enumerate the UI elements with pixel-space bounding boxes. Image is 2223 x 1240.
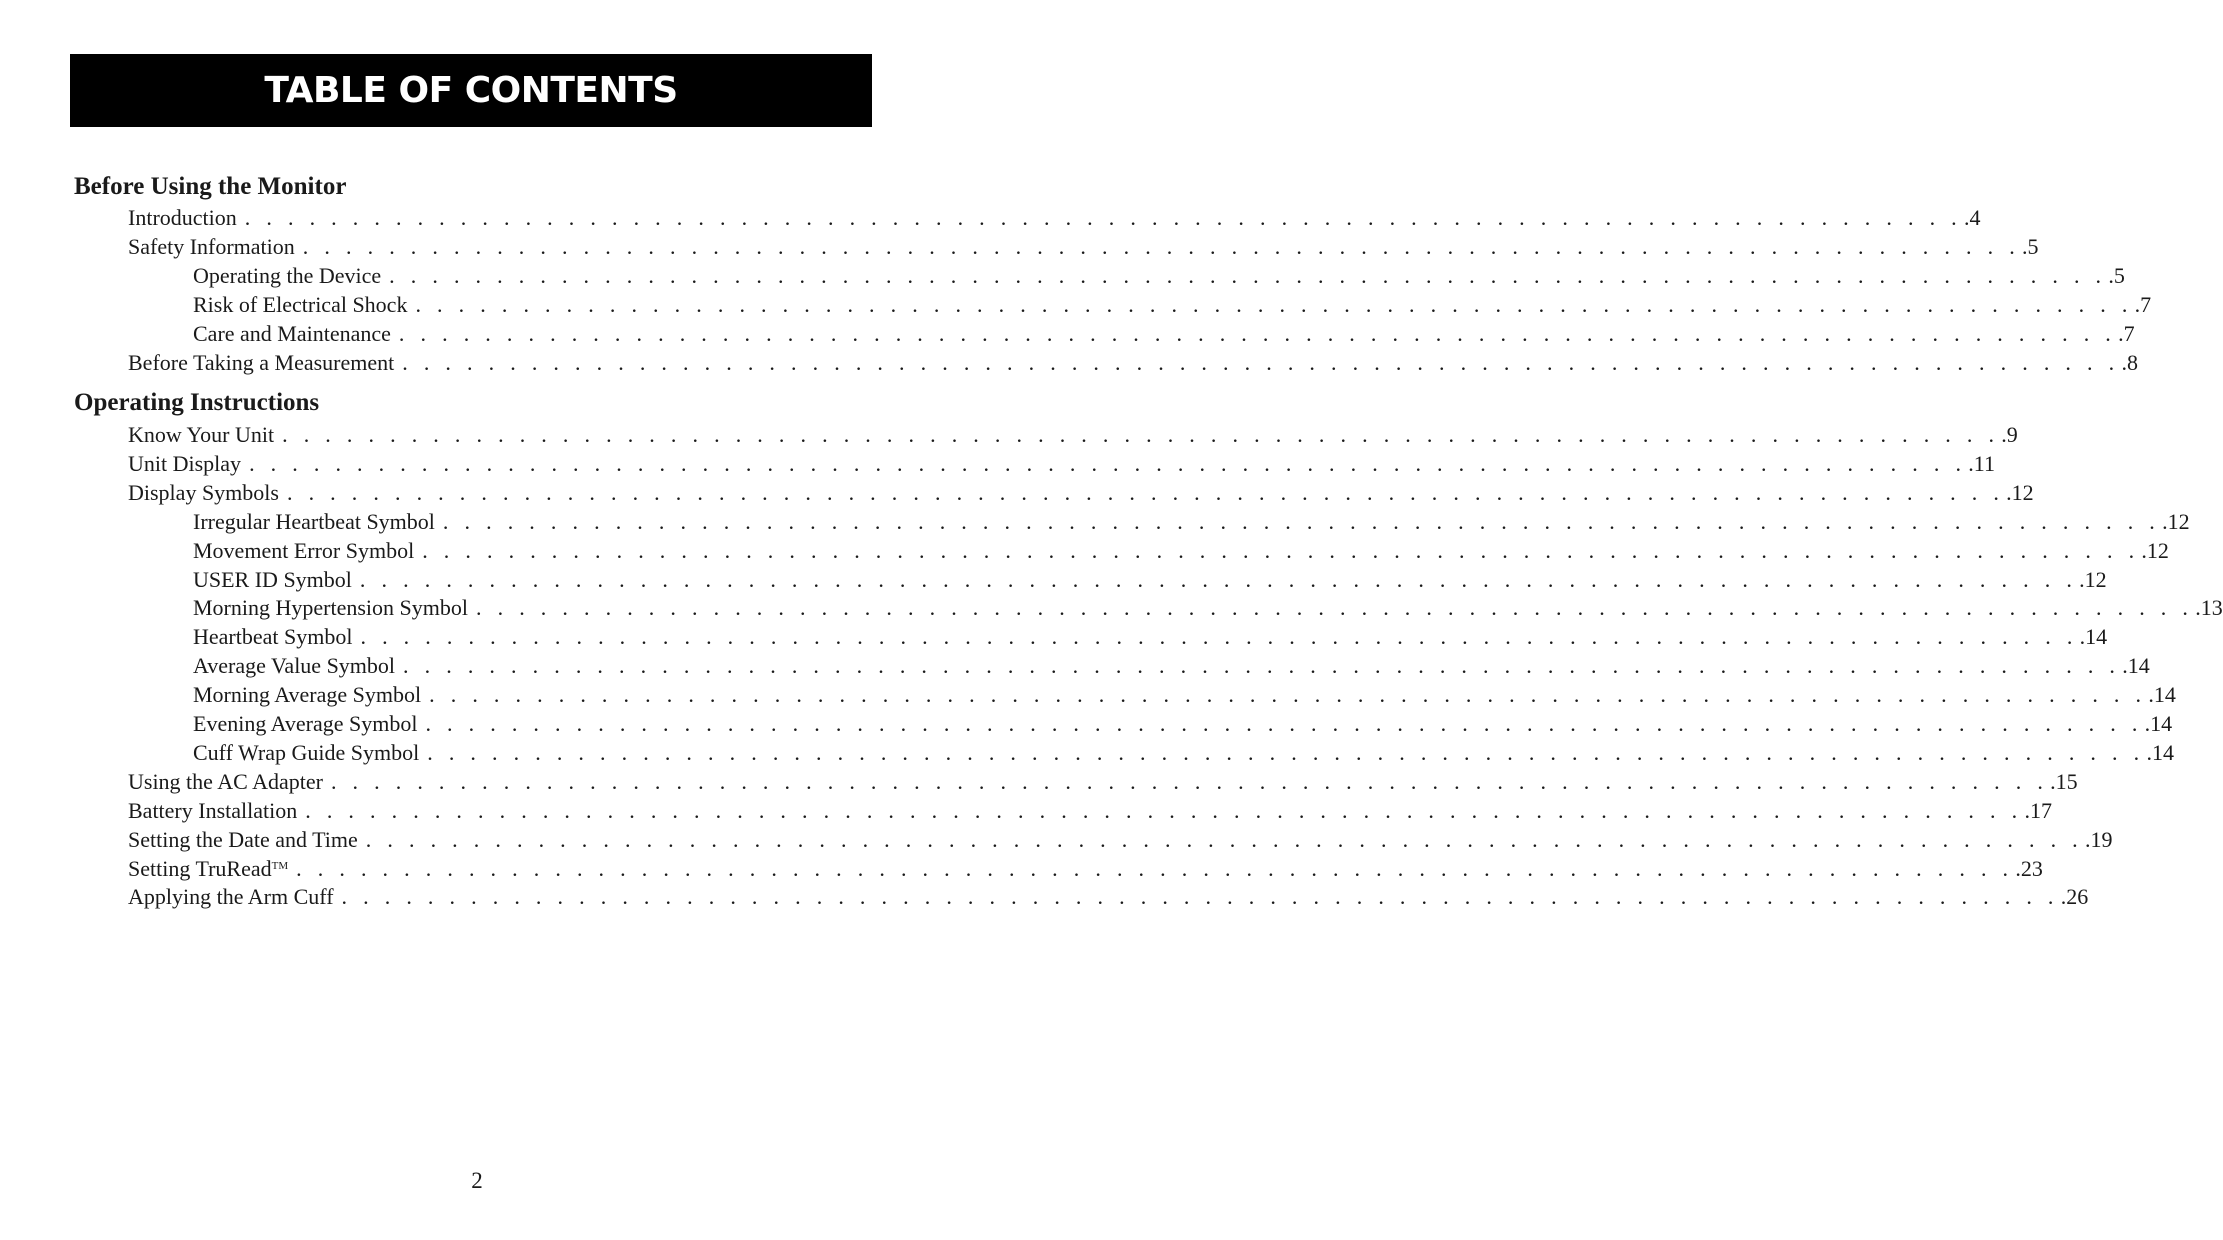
toc-entry-page: .17 bbox=[2024, 797, 2052, 823]
toc-entry-label bbox=[193, 319, 391, 348]
toc-entry-label-text: Morning Average Symbol bbox=[193, 682, 422, 708]
toc-entry-page: .19 bbox=[2084, 826, 2113, 852]
toc-entry[interactable] bbox=[193, 290, 2152, 319]
toc-entry-label-text: Cuff Wrap Guide Symbol bbox=[193, 739, 420, 765]
toc-entry-label bbox=[193, 622, 352, 651]
toc-entry-label bbox=[128, 825, 358, 854]
toc-entry-label bbox=[193, 680, 421, 709]
toc-entry-label bbox=[128, 420, 274, 449]
toc-entry-label bbox=[128, 767, 323, 796]
toc-entry-label-text: Know Your Unit bbox=[128, 422, 275, 447]
dot-leader: . . . . . . . . . . . . . . . . . . . . . . . . . . . . . . . . . . . . . . . . . . . . . . . . . . . . . . . . . . . . . . . . . . . . . . . . . . . . . . . . bbox=[415, 291, 2133, 317]
dot-leader: . . . . . . . . . . . . . . . . . . . . . . . . . . . . . . . . . . . . . . . . . . . . . . . . . . . . . . . . . . . . . . . . . . . . . . . . . . . . . . . . bbox=[305, 797, 2023, 823]
toc-entry-label-text: Using the AC Adapter bbox=[128, 768, 323, 794]
toc-entry-label bbox=[128, 232, 295, 261]
dot-leader: . . . . . . . . . . . . . . . . . . . . . . . . . . . . . . . . . . . . . . . . . . . . . . . . . . . . . . . . . . . . . . . . . . . . . . . . . . . . . . . . bbox=[360, 624, 2078, 650]
dot-leader: . . . . . . . . . . . . . . . . . . . . . . . . . . . . . . . . . . . . . . . . . . . . . . . . . . . . . . . . . . . . . . . . . . . . . . . . . . . . . . . . bbox=[286, 479, 2005, 505]
toc-entry-page: .14 bbox=[2148, 682, 2176, 708]
section-heading: Operating Instructions bbox=[74, 389, 320, 416]
toc-entry-page: .14 bbox=[2122, 653, 2150, 679]
toc-entry-label bbox=[193, 565, 352, 594]
toc-entry[interactable] bbox=[193, 680, 2176, 709]
toc-entry[interactable] bbox=[128, 796, 2052, 825]
toc-entry-label-text: Introduction bbox=[128, 205, 237, 230]
toc-entry-page: .15 bbox=[2050, 768, 2078, 794]
toc-entry[interactable] bbox=[128, 478, 2034, 507]
toc-entry[interactable] bbox=[193, 536, 2169, 565]
toc-entry-label bbox=[128, 203, 237, 232]
dot-leader: . . . . . . . . . . . . . . . . . . . . . . . . . . . . . . . . . . . . . . . . . . . . . . . . . . . . . . . . . . . . . . . . . . . . . . . . . . . . . . . . bbox=[476, 595, 2194, 621]
toc-entry-label bbox=[128, 478, 279, 507]
dot-leader: . . . . . . . . . . . . . . . . . . . . . . . . . . . . . . . . . . . . . . . . . . . . . . . . . . . . . . . . . . . . . . . . . . . . . . . . . . . . . . . . bbox=[282, 422, 2000, 447]
toc-entry-page: .7 bbox=[2134, 291, 2152, 317]
dot-leader: . . . . . . . . . . . . . . . . . . . . . . . . . . . . . . . . . . . . . . . . . . . . . . . . . . . . . . . . . . . . . . . . . . . . . . . . . . . . . . . . bbox=[427, 739, 2145, 765]
dot-leader: . . . . . . . . . . . . . . . . . . . . . . . . . . . . . . . . . . . . . . . . . . . . . . . . . . . . . . . . . . . . . . . . . . . . . . . . . . . . . . . . bbox=[425, 711, 2143, 736]
toc-entry-page: .12 bbox=[2141, 537, 2169, 563]
toc-entry-label-text: Average Value Symbol bbox=[193, 653, 396, 679]
toc-entry-label bbox=[193, 709, 417, 738]
dot-leader: . . . . . . . . . . . . . . . . . . . . . . . . . . . . . . . . . . . . . . . . . . . . . . . . . . . . . . . . . . . . . . . . . . . . . . . . . . . . . . . . bbox=[429, 682, 2147, 708]
section-heading: Before Using the Monitor bbox=[74, 173, 347, 200]
dot-leader: . . . . . . . . . . . . . . . . . . . . . . . . . . . . . . . . . . . . . . . . . . . . . . . . . . . . . . . . . . . . . . . . . . . . . . . . . . . . . . . . bbox=[302, 233, 2020, 259]
toc-entry[interactable] bbox=[128, 420, 2018, 449]
toc-entry-page: .7 bbox=[2118, 320, 2135, 346]
dot-leader: . . . . . . . . . . . . . . . . . . . . . . . . . . . . . . . . . . . . . . . . . . . . . . . . . . . . . . . . . . . . . . . . . . . . . . . . . . . . . . . . bbox=[359, 566, 2078, 592]
toc-entry[interactable] bbox=[193, 738, 2174, 767]
toc-entry[interactable] bbox=[193, 261, 2125, 290]
dot-leader: . . . . . . . . . . . . . . . . . . . . . . . . . . . . . . . . . . . . . . . . . . . . . . . . . . . . . . . . . . . . . . . . . . . . . . . . . . . . . . . . bbox=[365, 826, 2083, 852]
toc-entry-label bbox=[193, 536, 414, 565]
toc-entry[interactable] bbox=[128, 449, 1995, 478]
title-banner bbox=[70, 54, 872, 127]
toc-entry[interactable] bbox=[128, 882, 2089, 911]
toc-entry-label bbox=[128, 796, 297, 825]
toc-entry-page: .23 bbox=[2015, 855, 2043, 881]
toc-entry[interactable] bbox=[193, 319, 2135, 348]
toc-entry-label-text: Irregular Heartbeat Symbol bbox=[193, 508, 435, 534]
dot-leader: . . . . . . . . . . . . . . . . . . . . . . . . . . . . . . . . . . . . . . . . . . . . . . . . . . . . . . . . . . . . . . . . . . . . . . . . . . . . . . . . bbox=[403, 653, 2121, 679]
toc-entry-label bbox=[193, 290, 407, 319]
toc-entry-page: .4 bbox=[1963, 205, 1981, 230]
toc-entry-label bbox=[128, 882, 334, 911]
dot-leader: . . . . . . . . . . . . . . . . . . . . . . . . . . . . . . . . . . . . . . . . . . . . . . . . . . . . . . . . . . . . . . . . . . . . . . . . . . . . . . . . bbox=[341, 884, 2059, 910]
toc-entry-page: .5 bbox=[2108, 262, 2125, 288]
dot-leader: . . . . . . . . . . . . . . . . . . . . . . . . . . . . . . . . . . . . . . . . . . . . . . . . . . . . . . . . . . . . . . . . . . . . . . . . . . . . . . . . bbox=[398, 320, 2117, 346]
toc-entry-page: .12 bbox=[2079, 566, 2107, 592]
toc-entry-page: .12 bbox=[2162, 508, 2190, 534]
dot-leader: . . . . . . . . . . . . . . . . . . . . . . . . . . . . . . . . . . . . . . . . . . . . . . . . . . . . . . . . . . . . . . . . . . . . . . . . . . . . . . . . bbox=[296, 855, 2014, 881]
toc-entry-label-text: Battery Installation bbox=[128, 797, 298, 823]
page-number: 2 bbox=[471, 1168, 483, 1193]
toc-entry-page: .14 bbox=[2146, 739, 2174, 765]
toc-entry-label bbox=[128, 449, 241, 478]
toc-entry-label-text: USER ID Symbol bbox=[193, 566, 352, 592]
toc-entry-page: .14 bbox=[2144, 711, 2173, 736]
toc-entry[interactable] bbox=[128, 825, 2113, 854]
toc-entry[interactable] bbox=[193, 593, 2223, 622]
toc-entry-label bbox=[128, 854, 288, 883]
toc-entry[interactable] bbox=[128, 203, 1981, 232]
toc-entry-label-text: Safety Information bbox=[128, 233, 295, 259]
toc-entry[interactable] bbox=[128, 854, 2043, 883]
toc-entry-label-text: Movement Error Symbol bbox=[193, 537, 415, 563]
toc-entry[interactable] bbox=[193, 709, 2173, 738]
toc-entry-page: .8 bbox=[2121, 349, 2138, 375]
toc-entry-label-text: Before Taking a Measurement bbox=[128, 349, 395, 375]
toc-entry-label-text: Evening Average Symbol bbox=[193, 711, 418, 736]
toc-entry[interactable] bbox=[128, 232, 2039, 261]
toc-entry-label-text: Morning Hypertension Symbol bbox=[193, 595, 468, 621]
toc-entry-label-text: Setting the Date and Time bbox=[128, 826, 358, 852]
toc-entry[interactable] bbox=[193, 565, 2107, 594]
toc-entry[interactable] bbox=[128, 348, 2138, 377]
toc-entry-label bbox=[193, 738, 419, 767]
toc-entry-label bbox=[128, 348, 394, 377]
dot-leader: . . . . . . . . . . . . . . . . . . . . . . . . . . . . . . . . . . . . . . . . . . . . . . . . . . . . . . . . . . . . . . . . . . . . . . . . . . . . . . . . bbox=[402, 349, 2120, 375]
toc-entry-page: .5 bbox=[2022, 233, 2039, 259]
dot-leader: . . . . . . . . . . . . . . . . . . . . . . . . . . . . . . . . . . . . . . . . . . . . . . . . . . . . . . . . . . . . . . . . . . . . . . . . . . . . . . . . bbox=[442, 508, 2161, 534]
trademark-mark: TM bbox=[271, 859, 289, 872]
toc-entry-page: .14 bbox=[2079, 624, 2108, 650]
toc-entry-page: .13 bbox=[2195, 595, 2223, 621]
toc-entry-label-text: Setting TruRead bbox=[128, 855, 272, 881]
toc-entry-label-text: Operating the Device bbox=[193, 262, 382, 288]
toc-entry-label-text: Applying the Arm Cuff bbox=[128, 884, 334, 910]
toc-entry-label-text: Heartbeat Symbol bbox=[193, 624, 353, 650]
toc-entry-page: .12 bbox=[2006, 479, 2034, 505]
dot-leader: . . . . . . . . . . . . . . . . . . . . . . . . . . . . . . . . . . . . . . . . . . . . . . . . . . . . . . . . . . . . . . . . . . . . . . . . . . . . . . . . bbox=[389, 262, 2107, 288]
page-title: TABLE OF CONTENTS bbox=[264, 70, 678, 111]
toc-entry-page: .11 bbox=[1968, 450, 1995, 476]
toc-entry-label bbox=[193, 507, 435, 536]
dot-leader: . . . . . . . . . . . . . . . . . . . . . . . . . . . . . . . . . . . . . . . . . . . . . . . . . . . . . . . . . . . . . . . . . . . . . . . . . . . . . . . . bbox=[244, 205, 1962, 230]
toc-entry-label bbox=[193, 593, 468, 622]
toc-entry[interactable] bbox=[193, 507, 2190, 536]
toc-entry-label-text: Care and Maintenance bbox=[193, 320, 391, 346]
toc-entry-label bbox=[193, 651, 395, 680]
toc-entry-label-text: Unit Display bbox=[128, 450, 242, 476]
toc-entry-label-text: Risk of Electrical Shock bbox=[193, 291, 408, 317]
toc-entry-page: .26 bbox=[2060, 884, 2089, 910]
toc-entry[interactable] bbox=[128, 767, 2078, 796]
dot-leader: . . . . . . . . . . . . . . . . . . . . . . . . . . . . . . . . . . . . . . . . . . . . . . . . . . . . . . . . . . . . . . . . . . . . . . . . . . . . . . . . bbox=[249, 450, 1967, 476]
toc-entry[interactable] bbox=[193, 622, 2108, 651]
toc-entry-label-text: Display Symbols bbox=[128, 479, 279, 505]
toc-entry[interactable] bbox=[193, 651, 2150, 680]
dot-leader: . . . . . . . . . . . . . . . . . . . . . . . . . . . . . . . . . . . . . . . . . . . . . . . . . . . . . . . . . . . . . . . . . . . . . . . . . . . . . . . . bbox=[330, 768, 2049, 794]
dot-leader: . . . . . . . . . . . . . . . . . . . . . . . . . . . . . . . . . . . . . . . . . . . . . . . . . . . . . . . . . . . . . . . . . . . . . . . . . . . . . . . . bbox=[422, 537, 2140, 563]
toc-entry-page: .9 bbox=[2001, 422, 2018, 447]
toc-entry-label bbox=[193, 261, 381, 290]
